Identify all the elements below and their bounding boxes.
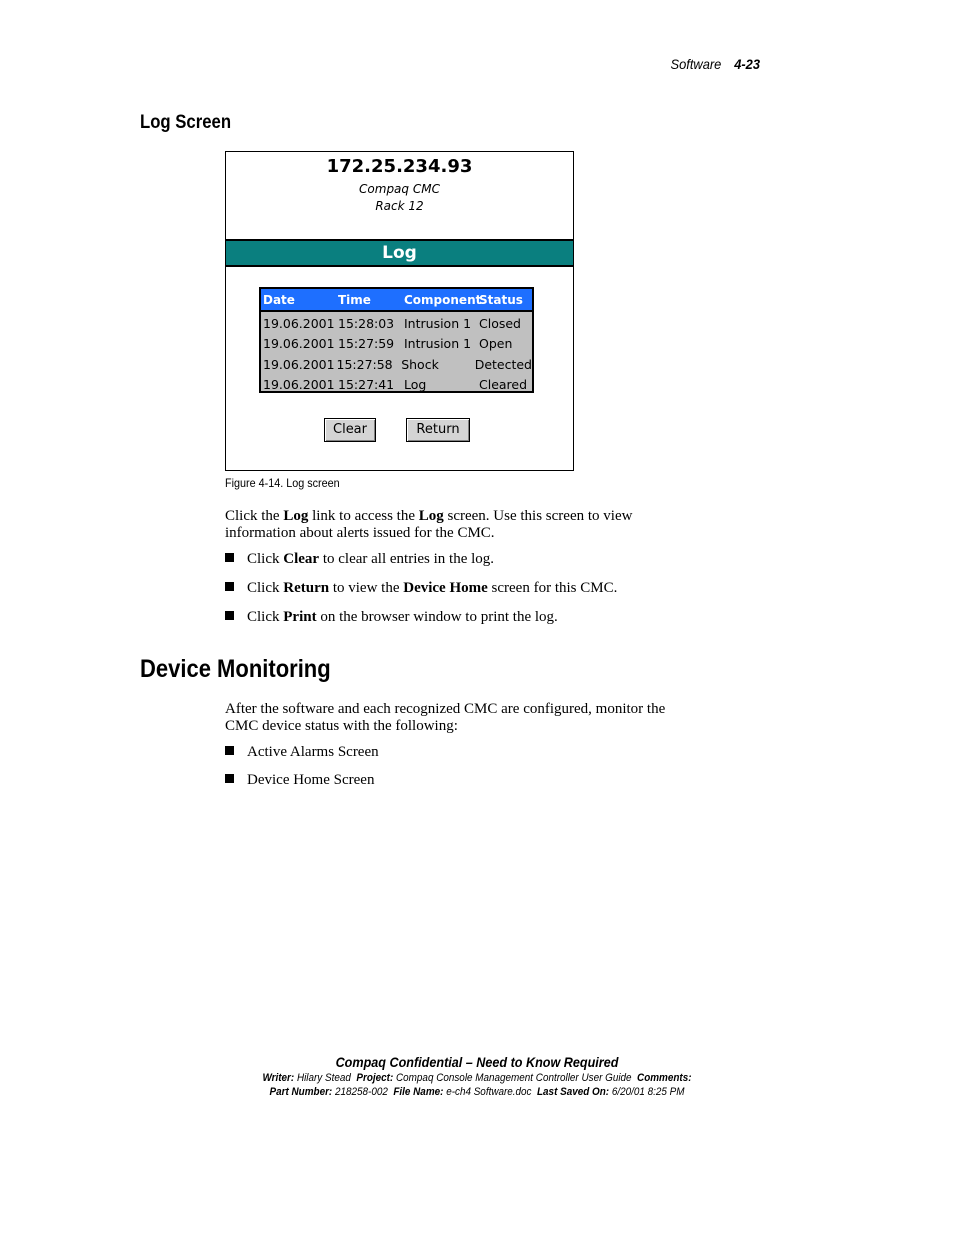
running-head-section: Software xyxy=(670,56,722,72)
table-row xyxy=(261,313,532,334)
log-table xyxy=(259,287,534,393)
monitoring-intro-paragraph: After the software and each recognized CMC are configured, monitor the CMC device status with the following: xyxy=(225,701,666,734)
footer-value: e-ch4 Software.doc xyxy=(446,1086,532,1098)
log-title-bar: Log xyxy=(226,239,573,267)
page-number: 4-23 xyxy=(734,56,760,72)
bold-term: Device Home xyxy=(403,580,488,596)
device-monitoring-heading: Device Monitoring xyxy=(140,655,331,683)
list-item-label: Active Alarms Screen xyxy=(247,744,379,760)
clear-button[interactable]: Clear xyxy=(324,418,376,442)
footer-value: Compaq Console Management Controller User Guide xyxy=(396,1072,632,1084)
column-header-time: Time xyxy=(338,292,371,307)
cell-date: 19.06.2001 xyxy=(263,315,335,331)
column-header-component: Component xyxy=(404,292,482,307)
footer-value: 6/20/01 8:25 PM xyxy=(611,1086,685,1098)
cell-time: 15:28:03 xyxy=(338,315,395,331)
list-item xyxy=(225,772,374,789)
device-rack: Rack 12 xyxy=(375,199,424,213)
cell-component: Log xyxy=(404,377,427,393)
text-run: screen. Use this screen to view information about alerts issued for the CMC. xyxy=(225,508,633,541)
running-head xyxy=(613,56,760,72)
cell-component: Shock xyxy=(401,356,439,372)
footer-value: Hilary Stead xyxy=(296,1072,351,1084)
cell-time: 15:27:59 xyxy=(338,336,395,352)
footer-part-line xyxy=(48,1086,907,1098)
cell-time: 15:27:58 xyxy=(336,356,393,372)
footer-label: Writer: xyxy=(262,1072,295,1084)
cell-date: 19.06.2001 xyxy=(263,336,335,352)
bullet-square-icon xyxy=(225,746,234,755)
table-row xyxy=(261,354,532,375)
bullet-square-icon xyxy=(225,582,234,591)
bold-term: Clear xyxy=(283,551,320,567)
log-screen-figure xyxy=(225,151,574,471)
footer-confidential: Compaq Confidential – Need to Know Required xyxy=(335,1054,619,1070)
bullet-square-icon xyxy=(225,553,234,562)
return-button[interactable]: Return xyxy=(406,418,470,442)
cell-date: 19.06.2001 xyxy=(263,377,335,393)
cell-component: Intrusion 1 xyxy=(404,315,472,331)
bold-term: Return xyxy=(283,580,330,596)
list-item xyxy=(225,551,494,568)
figure-caption: Figure 4-14. Log screen xyxy=(225,476,340,490)
cell-status: Cleared xyxy=(479,377,528,393)
text-run: on the browser window to print the log. xyxy=(316,609,558,625)
text-run: Click the xyxy=(225,508,284,524)
log-screen-heading: Log Screen xyxy=(140,112,232,133)
footer-label: Part Number: xyxy=(269,1086,333,1098)
text-run: Click xyxy=(247,609,284,625)
cell-status: Open xyxy=(479,336,513,352)
list-item xyxy=(225,580,617,597)
footer-label: Project: xyxy=(356,1072,394,1084)
list-item-label: Device Home Screen xyxy=(247,772,375,788)
cell-status: Closed xyxy=(479,315,521,331)
bullet-square-icon xyxy=(225,611,234,620)
device-name: Compaq CMC xyxy=(359,182,440,196)
text-run: Click xyxy=(247,551,284,567)
bold-term: Log xyxy=(418,508,444,524)
cell-status: Detected xyxy=(474,356,532,372)
footer-writer-line xyxy=(48,1072,907,1084)
column-header-status: Status xyxy=(479,292,523,307)
bold-term: Print xyxy=(283,609,317,625)
cell-component: Intrusion 1 xyxy=(404,336,472,352)
text-run: to view the xyxy=(329,580,404,596)
text-run: screen for this CMC. xyxy=(487,580,618,596)
list-item xyxy=(225,609,558,626)
text-run: link to access the xyxy=(308,508,419,524)
table-row xyxy=(261,334,532,355)
text-run: Click xyxy=(247,580,284,596)
footer-label: Last Saved On: xyxy=(537,1086,610,1098)
cell-time: 15:27:41 xyxy=(338,377,395,393)
log-intro-paragraph xyxy=(225,508,695,542)
column-header-date: Date xyxy=(263,292,295,307)
text-run: to clear all entries in the log. xyxy=(319,551,495,567)
log-table-header xyxy=(261,289,532,312)
list-item xyxy=(225,744,379,761)
footer-label: File Name: xyxy=(393,1086,444,1098)
bullet-square-icon xyxy=(225,774,234,783)
device-ip: 172.25.234.93 xyxy=(326,156,473,177)
table-row xyxy=(261,375,532,396)
cell-date: 19.06.2001 xyxy=(263,356,335,372)
footer-value: 218258-002 xyxy=(334,1086,388,1098)
footer-label: Comments: xyxy=(637,1072,692,1084)
bold-term: Log xyxy=(283,508,309,524)
